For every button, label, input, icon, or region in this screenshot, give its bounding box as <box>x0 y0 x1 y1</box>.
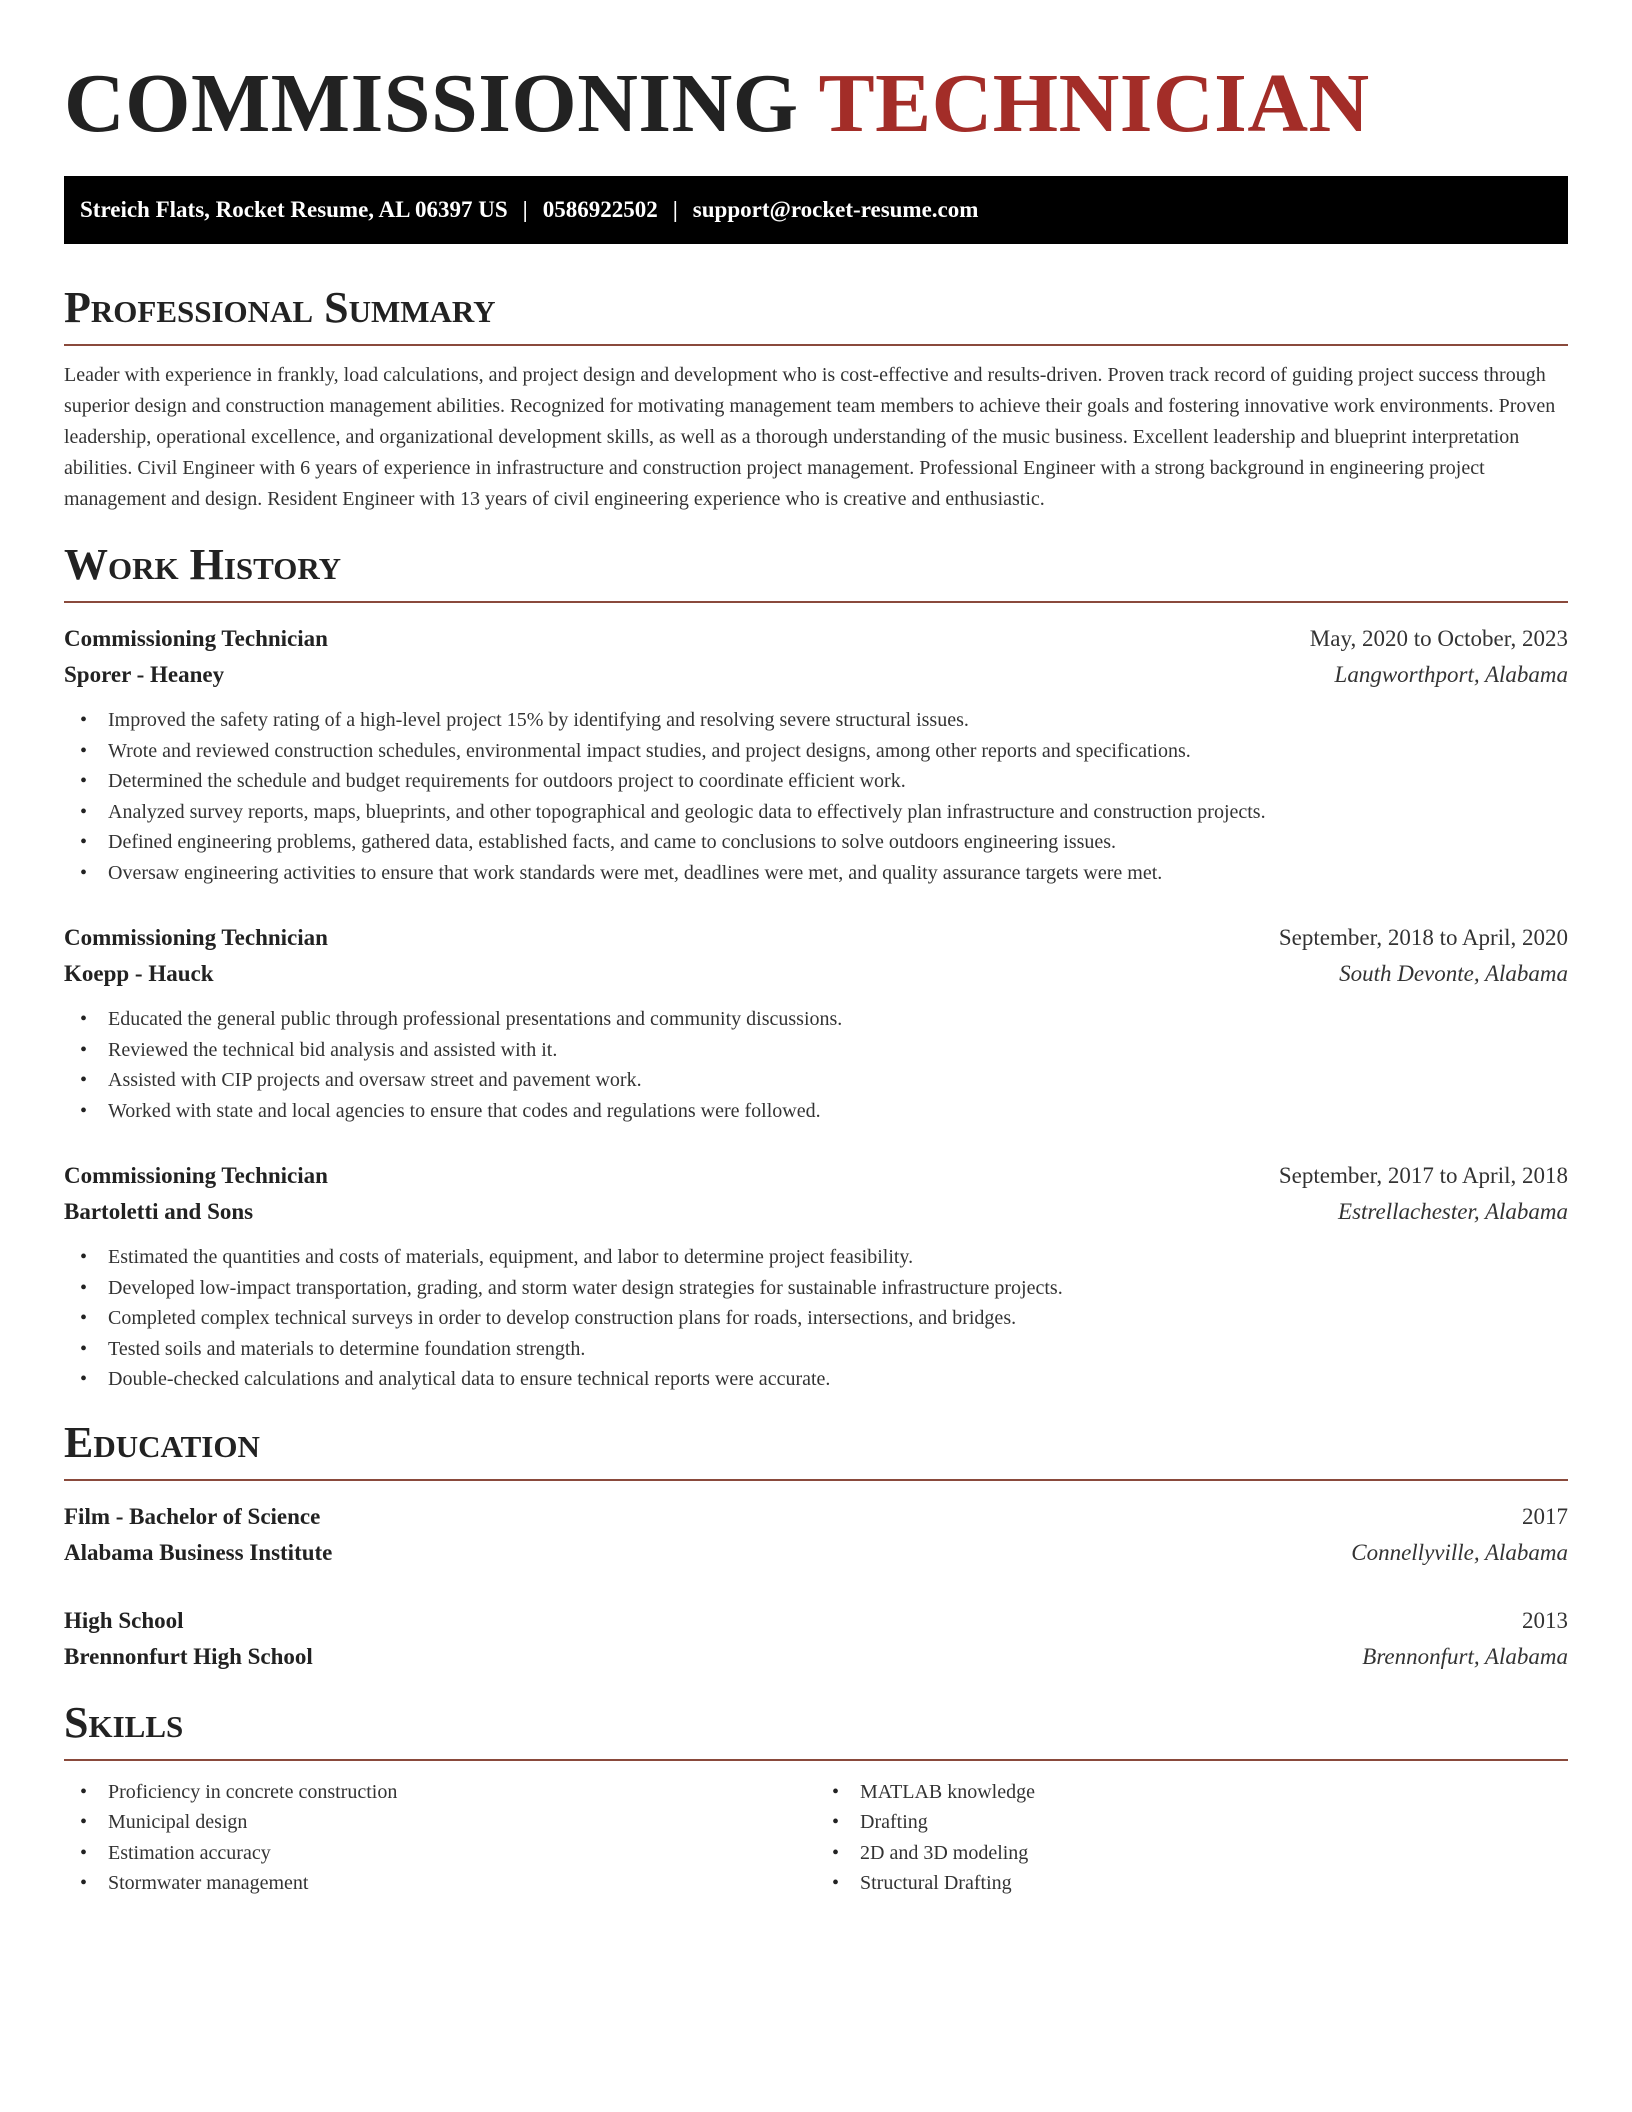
work-heading: Work History <box>64 539 1568 603</box>
job-company: Koepp - Hauck <box>64 961 214 986</box>
job-dates: September, 2017 to April, 2018 <box>1278 1163 1568 1188</box>
education-degree-row <box>64 1603 1568 1639</box>
job-bullet: • Tested soils and materials to determine foundation strength. <box>80 1334 1568 1365</box>
summary-heading: Professional Summary <box>64 282 1568 346</box>
skill-item: • Municipal design <box>80 1807 816 1838</box>
job-company: Sporer - Heaney <box>64 662 225 687</box>
education-school-row <box>64 1535 1568 1571</box>
job-title: Commissioning Technician <box>64 1163 328 1188</box>
skills-grid <box>64 1777 1568 1899</box>
job-location: Estrellachester, Alabama <box>1338 1199 1568 1224</box>
education-school: Alabama Business Institute <box>64 1539 333 1565</box>
education-degree-row <box>64 1499 1568 1535</box>
skill-item: • MATLAB knowledge <box>832 1777 1568 1808</box>
contact-email[interactable]: support@rocket-resume.com <box>692 197 979 222</box>
job-company-row <box>64 657 1568 693</box>
skills-column-left <box>64 1777 816 1899</box>
skills-section <box>64 1697 1568 1899</box>
title-second-word: TECHNICIAN <box>818 57 1370 150</box>
job-bullet: • Estimated the quantities and costs of materials, equipment, and labor to determine project feasibility. <box>80 1242 1568 1273</box>
skill-item: • Estimation accuracy <box>80 1838 816 1869</box>
job-bullet: • Defined engineering problems, gathered data, established facts, and came to conclusions to solve outdoors engineering issues. <box>80 827 1568 858</box>
work-section <box>64 539 1568 1395</box>
contact-separator: | <box>522 197 528 222</box>
summary-text: Leader with experience in frankly, load calculations, and project design and development who is cost-effective and results-driven. Proven track record of guiding project success through superior design and construction management abilities. Recognized for motivating management team members to achieve their goals and fostering innovative work environments. Proven leadership, operational excellence, and organizational development skills, as well as a thorough understanding of the music business. Excellent leadership and blueprint interpretation abilities. Civil Engineer with 6 years of experience in infrastructure and construction project management. Professional Engineer with a strong background in engineering project management and design. Resident Engineer with 13 years of civil engineering experience who is creative and enthusiastic. <box>64 364 1556 510</box>
education-entry <box>64 1499 1568 1571</box>
title-first-word: COMMISSIONING <box>64 57 799 150</box>
education-location: Connellyville, Alabama <box>1351 1539 1568 1565</box>
job-title: Commissioning Technician <box>64 925 328 950</box>
skill-item: • Stormwater management <box>80 1868 816 1899</box>
job-bullet: • Reviewed the technical bid analysis and assisted with it. <box>80 1035 1568 1066</box>
skills-list <box>816 1777 1568 1899</box>
job-bullet: • Analyzed survey reports, maps, blueprints, and other topographical and geologic data to effectively plan infrastructure and construction projects. <box>80 797 1568 828</box>
education-degree: High School <box>64 1607 184 1633</box>
contact-address: Streich Flats, Rocket Resume, AL 06397 US <box>80 197 508 222</box>
skills-column-right <box>816 1777 1568 1899</box>
education-location: Brennonfurt, Alabama <box>1362 1643 1568 1669</box>
skill-item: • 2D and 3D modeling <box>832 1838 1568 1869</box>
contact-separator: | <box>672 197 678 222</box>
education-school: Brennonfurt High School <box>64 1643 313 1669</box>
job-bullet: • Worked with state and local agencies to ensure that codes and regulations were followed. <box>80 1096 1568 1127</box>
job-title-row <box>64 920 1568 956</box>
job-company-row <box>64 1194 1568 1230</box>
job-bullets <box>64 1242 1568 1395</box>
education-section <box>64 1417 1568 1675</box>
job-location: Langworthport, Alabama <box>1334 662 1568 687</box>
contact-bar <box>64 176 1568 244</box>
job-bullet: • Educated the general public through professional presentations and community discussions. <box>80 1004 1568 1035</box>
job-title: Commissioning Technician <box>64 626 328 651</box>
education-heading: Education <box>64 1417 1568 1481</box>
job-entry <box>64 920 1568 1126</box>
education-school-row <box>64 1639 1568 1675</box>
job-bullet: • Wrote and reviewed construction schedules, environmental impact studies, and project designs, among other reports and specifications. <box>80 736 1568 767</box>
job-entry <box>64 621 1568 888</box>
job-bullet: • Improved the safety rating of a high-level project 15% by identifying and resolving severe structural issues. <box>80 705 1568 736</box>
job-company: Bartoletti and Sons <box>64 1199 254 1224</box>
contact-phone: 0586922502 <box>542 197 658 222</box>
education-year: 2013 <box>1522 1607 1568 1633</box>
skill-item: • Proficiency in concrete construction <box>80 1777 816 1808</box>
job-bullets <box>64 705 1568 888</box>
job-bullet: • Developed low-impact transportation, grading, and storm water design strategies for sustainable infrastructure projects. <box>80 1273 1568 1304</box>
education-degree: Film - Bachelor of Science <box>64 1503 321 1529</box>
job-location: South Devonte, Alabama <box>1339 961 1568 986</box>
job-title-row <box>64 1158 1568 1194</box>
education-year: 2017 <box>1522 1503 1568 1529</box>
job-bullet: • Oversaw engineering activities to ensure that work standards were met, deadlines were met, and quality assurance targets were met. <box>80 858 1568 889</box>
job-dates: September, 2018 to April, 2020 <box>1278 925 1568 950</box>
resume-title <box>64 54 1568 154</box>
job-dates: May, 2020 to October, 2023 <box>1309 626 1568 651</box>
job-bullet: • Determined the schedule and budget requirements for outdoors project to coordinate efficient work. <box>80 766 1568 797</box>
job-bullets <box>64 1004 1568 1126</box>
job-bullet: • Double-checked calculations and analytical data to ensure technical reports were accurate. <box>80 1364 1568 1395</box>
summary-section <box>64 282 1568 515</box>
skill-item: • Structural Drafting <box>832 1868 1568 1899</box>
skill-item: • Drafting <box>832 1807 1568 1838</box>
skills-list <box>64 1777 816 1899</box>
job-company-row <box>64 956 1568 992</box>
education-entry <box>64 1603 1568 1675</box>
skills-heading: Skills <box>64 1697 1568 1761</box>
job-bullet: • Completed complex technical surveys in order to develop construction plans for roads, intersections, and bridges. <box>80 1303 1568 1334</box>
job-bullet: • Assisted with CIP projects and oversaw street and pavement work. <box>80 1065 1568 1096</box>
job-title-row <box>64 621 1568 657</box>
job-entry <box>64 1158 1568 1395</box>
resume-page <box>64 0 1568 1899</box>
